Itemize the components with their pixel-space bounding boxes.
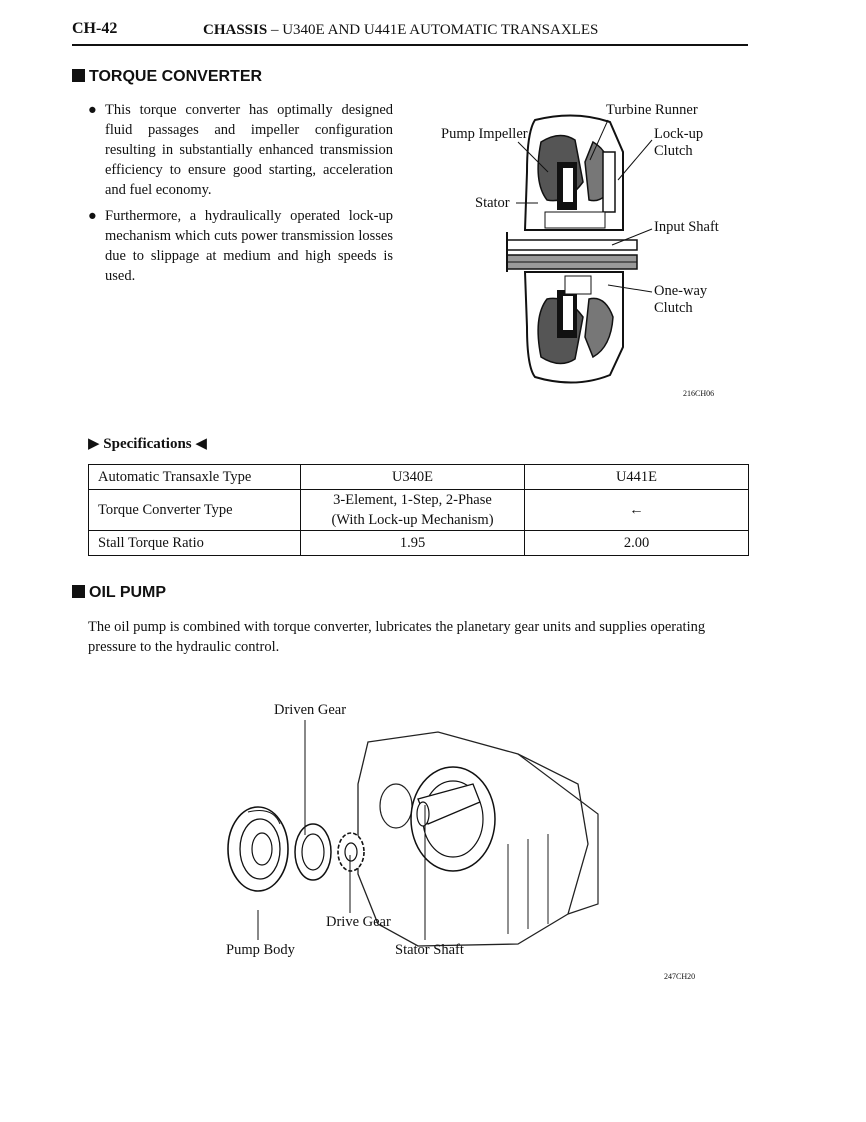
running-header	[203, 22, 598, 39]
figure-code: 247CH20	[664, 972, 696, 981]
label-drive-gear: Drive Gear	[326, 914, 391, 930]
section-heading-oil-pump	[72, 584, 166, 602]
section-title: OIL PUMP	[89, 584, 167, 601]
label-driven-gear: Driven Gear	[274, 702, 347, 718]
specifications-heading	[88, 434, 207, 453]
triangle-left-icon: ◀	[195, 436, 207, 452]
list-item	[88, 100, 393, 200]
label-pump-impeller: Pump Impeller	[441, 126, 528, 142]
table-row	[89, 531, 749, 556]
list-item-text: Furthermore, a hydraulically operated lock-up mechanism which cuts power transmission losses due to slippage at medium and high speeds is used.	[105, 208, 393, 284]
table-cell: 3-Element, 1-Step, 2-Phase (With Lock-up Mechanism)	[301, 490, 525, 531]
table-cell: Automatic Transaxle Type	[89, 465, 301, 490]
table-row	[89, 490, 749, 531]
table-row	[89, 465, 749, 490]
bullet-dot-icon: ●	[88, 102, 97, 118]
table-cell: Torque Converter Type	[89, 490, 301, 531]
oil-pump-leader-lines	[250, 715, 480, 945]
bullet-dot-icon: ●	[88, 208, 97, 224]
square-bullet-icon	[72, 69, 85, 82]
triangle-right-icon: ▶	[88, 436, 100, 452]
oil-pump-paragraph: The oil pump is combined with torque converter, lubricates the planetary gear units and supplies operating pressure to the hydraulic control.	[88, 619, 706, 655]
header-rule	[72, 44, 748, 46]
list-item	[88, 206, 393, 286]
label-lockup-clutch: Lock-up Clutch	[654, 126, 704, 159]
table-cell: Stall Torque Ratio	[89, 531, 301, 556]
table-cell: 2.00	[525, 531, 749, 556]
label-turbine-runner: Turbine Runner	[606, 102, 698, 118]
table-cell-ditto-arrow: ←	[525, 490, 749, 531]
label-oneway-clutch: One-way Clutch	[654, 283, 708, 316]
header-separator: –	[267, 22, 283, 38]
table-cell: U340E	[301, 465, 525, 490]
label-stator-shaft: Stator Shaft	[395, 942, 464, 958]
table-cell: U441E	[525, 465, 749, 490]
table-cell: 1.95	[301, 531, 525, 556]
specifications-table	[88, 464, 749, 556]
header-subject: U340E AND U441E AUTOMATIC TRANSAXLES	[282, 22, 599, 38]
list-item-text: This torque converter has optimally designed fluid passages and impeller configuration resulting in substantially enhanced transmission efficiency to ensure good starting, acceleration and fuel economy.	[105, 102, 393, 198]
chapter-name: CHASSIS	[203, 22, 268, 38]
feature-list	[88, 100, 393, 292]
label-stator: Stator	[475, 195, 510, 211]
label-input-shaft: Input Shaft	[654, 219, 719, 235]
specifications-title: Specifications	[103, 436, 192, 452]
section-title: TORQUE CONVERTER	[89, 68, 263, 85]
page-number: CH-42	[72, 20, 118, 37]
square-bullet-icon	[72, 585, 85, 598]
label-pump-body: Pump Body	[226, 942, 295, 958]
section-heading-torque-converter	[72, 68, 262, 86]
figure-code: 216CH06	[683, 389, 715, 398]
